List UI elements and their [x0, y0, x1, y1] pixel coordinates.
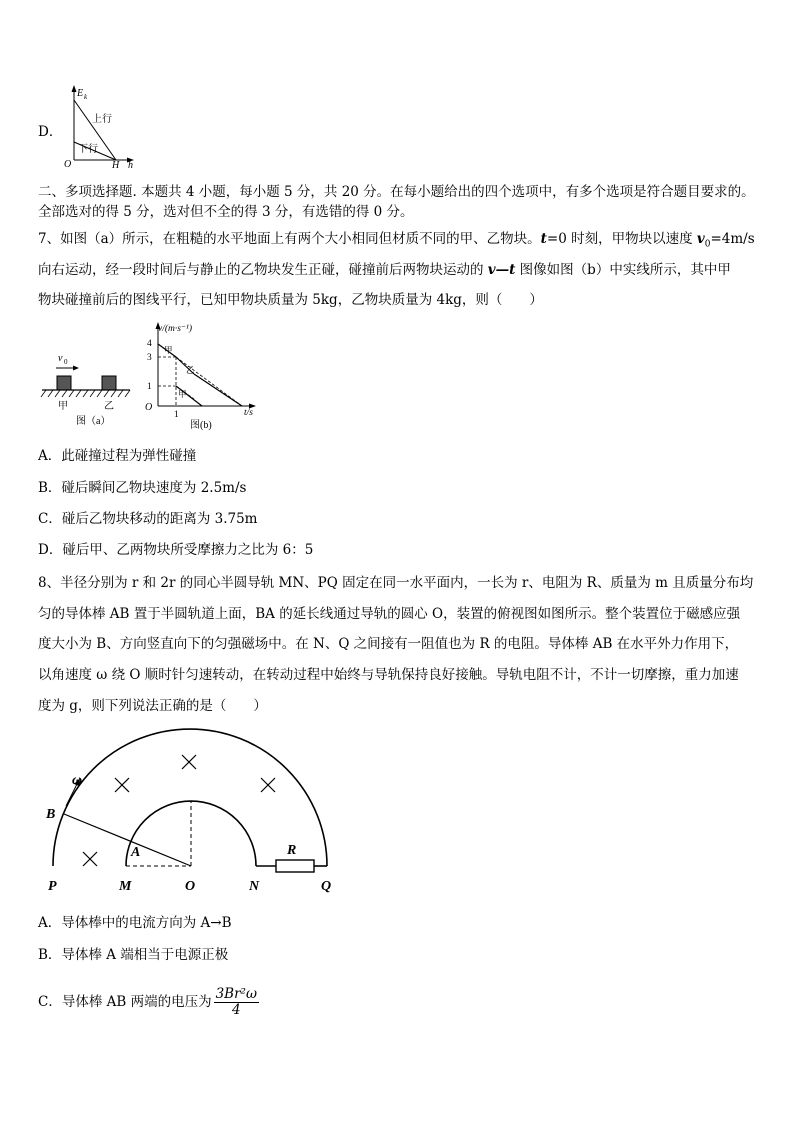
q7-option-d: D．碰后甲、乙两物块所受摩擦力之比为 6：5: [38, 542, 314, 558]
resistor: [276, 860, 314, 872]
block-yi: [102, 376, 116, 390]
svg-text:v: v: [58, 353, 63, 364]
q8-option-a: A．导体棒中的电流方向为 A→B: [38, 915, 232, 931]
svg-text:P: P: [48, 879, 57, 894]
graph-up-label: 上行: [92, 114, 112, 125]
section-heading-line1: 二、多项选择题. 本题共 4 小题，每小题 5 分，共 20 分。在每小题给出的四个选项中，有多个选项是符合题目要求的。: [38, 184, 755, 200]
svg-text:4: 4: [147, 339, 152, 349]
svg-text:乙: 乙: [104, 401, 114, 412]
q7-option-c: C．碰后乙物块移动的距离为 3.75m: [38, 511, 258, 527]
option-d-graph: [58, 84, 140, 170]
block-jia: [57, 376, 71, 390]
q8-line4: 以角速度 ω 绕 O 顺时针匀速转动，在转动过程中始终与导轨保持良好接触。导轨电阻不计，不计一切摩擦，重力加速: [38, 667, 739, 683]
q7-figure-a: [38, 348, 134, 432]
q7-option-a: A．此碰撞过程为弹性碰撞: [38, 448, 197, 464]
graph-h-mark: H: [112, 160, 120, 170]
graph-ek-sub: k: [84, 93, 88, 101]
q8-line5: 度为 g，则下列说法正确的是（ ）: [38, 698, 267, 714]
q7-line2: 向右运动，经一段时间后与静止的乙物块发生正碰，碰撞前后两物块运动的 v—t 图像如图（b）中实线所示，其中甲: [38, 262, 731, 278]
svg-text:R: R: [287, 843, 297, 858]
svg-text:3: 3: [147, 353, 152, 363]
q8-line3: 度大小为 B、方向竖直向下的匀强磁场中。在 N、Q 之间接有一阻值也为 R 的电阻。导体棒 AB 在水平外力作用下，: [38, 636, 739, 652]
svg-text:乙: 乙: [186, 365, 195, 375]
svg-text:Q: Q: [321, 879, 332, 894]
q8-option-c: C．导体棒 AB 两端的电压为 $\frac{\text{3Br²ω}}{4}$: [38, 986, 257, 1018]
q7-figure-b: [140, 320, 266, 432]
svg-text:1: 1: [174, 410, 179, 420]
svg-text:M: M: [119, 879, 132, 894]
q7-line1: 7、如图（a）所示，在粗糙的水平地面上有两个大小相同但材质不同的甲、乙物块。t=0 时刻，甲物块以速度 $v_0=4m/s$: [38, 231, 755, 250]
q8-figure: [38, 726, 358, 898]
svg-text:t/s: t/s: [244, 408, 253, 418]
q8-option-b: B．导体棒 A 端相当于电源正极: [38, 947, 229, 963]
magnetic-field-crosses: [83, 755, 275, 866]
q8-line2: 匀的导体棒 AB 置于半圆轨道上面，BA 的延长线通过导轨的圆心 O，装置的俯视图如图所示。整个装置位于磁感应强: [38, 606, 741, 622]
svg-text:1: 1: [147, 382, 152, 392]
svg-text:B: B: [46, 807, 56, 822]
svg-text:O: O: [185, 879, 196, 894]
svg-text:甲: 甲: [178, 389, 187, 399]
svg-text:A: A: [131, 845, 141, 860]
graph-h-axis: h: [128, 160, 133, 170]
section-heading-line2: 全部选对的得 5 分，选对但不全的得 3 分，有选错的得 0 分。: [38, 204, 414, 220]
svg-text:ω: ω: [72, 773, 83, 788]
svg-text:O: O: [145, 402, 153, 413]
svg-text:图(b): 图(b): [190, 420, 212, 431]
option-d-label: D．: [38, 124, 63, 140]
svg-text:0: 0: [64, 358, 68, 366]
svg-text:N: N: [249, 879, 260, 894]
graph-down-label: 下行: [78, 144, 98, 155]
svg-text:图（a）: 图（a）: [76, 416, 111, 427]
svg-text:v/(m·s⁻¹): v/(m·s⁻¹): [158, 324, 192, 334]
q8-line1: 8、半径分别为 r 和 2r 的同心半圆导轨 MN、PQ 固定在同一水平面内，一长为 r、电阻为 R、质量为 m 且质量分布均: [38, 575, 754, 591]
q7-line3: 物块碰撞前后的图线平行，已知甲物块质量为 5kg，乙物块质量为 4kg，则（ ）: [38, 292, 543, 308]
q7-option-b: B．碰后瞬间乙物块速度为 2.5m/s: [38, 480, 247, 496]
graph-ek-label: E: [77, 88, 84, 99]
svg-text:甲: 甲: [164, 345, 173, 355]
graph-origin: O: [64, 159, 72, 170]
voltage-fraction: $\frac{\text{3Br²ω}}{4}$: [215, 986, 257, 1018]
svg-text:甲: 甲: [58, 401, 68, 412]
